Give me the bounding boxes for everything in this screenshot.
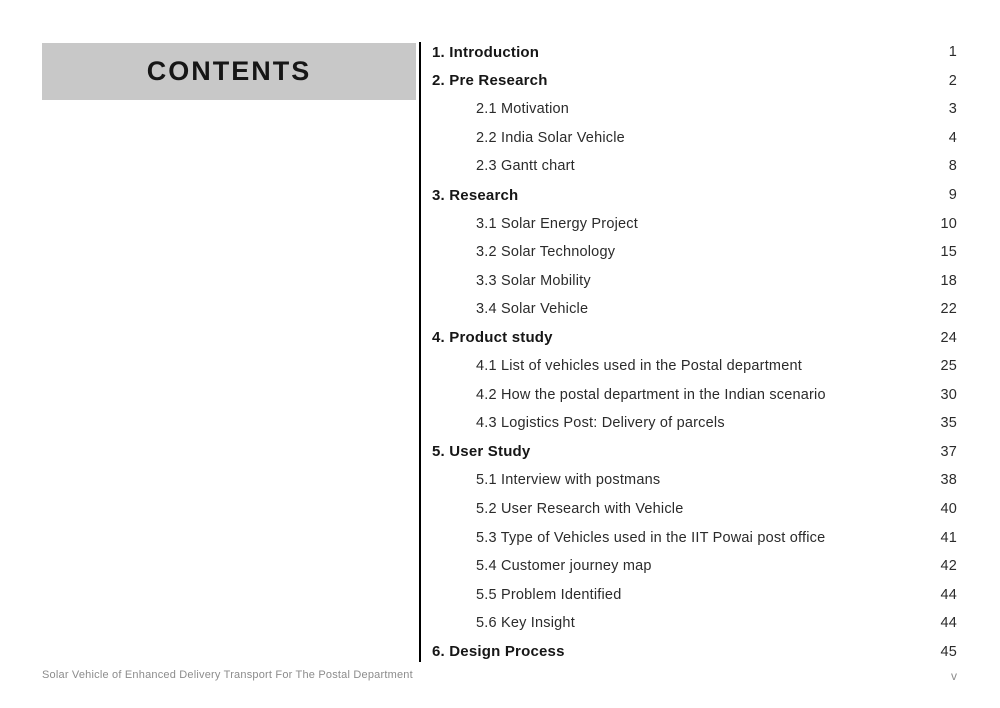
toc-entry-label: 5.6 Key Insight: [476, 615, 575, 632]
toc-entry-label: 6. Design Process: [432, 643, 565, 661]
toc-entry-page-number: 2: [948, 72, 957, 89]
toc-entry-page-number: 44: [940, 615, 957, 632]
toc-subsection-row: [432, 352, 957, 381]
toc-entry-label: 2.1 Motivation: [476, 101, 570, 118]
toc-entry-page-number: 1: [948, 44, 957, 61]
toc-entry-page-number: 41: [940, 529, 957, 546]
toc-entry-page-number: 4: [948, 129, 957, 146]
footer-document-title: Solar Vehicle of Enhanced Delivery Transport For The Postal Department: [42, 669, 413, 681]
toc-section-row: [432, 323, 957, 352]
footer-page-number: v: [951, 669, 957, 683]
toc-entry-page-number: 3: [948, 101, 957, 118]
toc-subsection-row: [432, 209, 957, 238]
toc-entry-page-number: 45: [940, 643, 957, 660]
toc-entry-page-number: 15: [940, 244, 957, 261]
toc-entry-label: 5.5 Problem Identified: [476, 586, 622, 603]
toc-subsection-row: [432, 124, 957, 153]
toc-entry-label: 3.4 Solar Vehicle: [476, 301, 589, 318]
toc-entry-page-number: 35: [940, 415, 957, 432]
toc-entry-label: 1. Introduction: [432, 43, 540, 61]
toc-entry-label: 5. User Study: [432, 443, 531, 461]
toc-entry-page-number: 9: [948, 187, 957, 203]
toc-subsection-row: [432, 609, 957, 638]
toc-entry-label: 2. Pre Research: [432, 72, 548, 90]
toc-entry-label: 3. Research: [432, 186, 519, 204]
toc-subsection-row: [432, 495, 957, 524]
toc-section-row: [432, 637, 957, 666]
toc-section-row: [432, 438, 957, 467]
toc-subsection-row: [432, 238, 957, 267]
toc-subsection-row: [432, 266, 957, 295]
toc-entry-label: 4. Product study: [432, 329, 553, 347]
toc-entry-label: 5.4 Customer journey map: [476, 558, 652, 575]
toc-entry-page-number: 42: [940, 558, 957, 575]
toc-entry-page-number: 37: [940, 443, 957, 460]
toc-entry-label: 2.2 India Solar Vehicle: [476, 129, 625, 146]
toc-entry-page-number: 44: [940, 586, 957, 603]
toc-entry-page-number: 10: [940, 215, 957, 232]
toc-entry-page-number: 22: [940, 301, 957, 318]
toc-section-row: [432, 181, 957, 210]
toc-subsection-row: [432, 295, 957, 324]
toc-entry-label: 5.2 User Research with Vehicle: [476, 501, 684, 518]
toc-entry-page-number: 8: [948, 158, 957, 175]
toc-subsection-row: [432, 552, 957, 581]
toc-list: [432, 38, 957, 666]
contents-header-box: [42, 43, 416, 100]
toc-section-row: [432, 38, 957, 67]
toc-entry-label: 3.2 Solar Technology: [476, 244, 616, 261]
toc-subsection-row: [432, 409, 957, 438]
toc-entry-label: 4.2 How the postal department in the Indian scenario: [476, 386, 826, 403]
toc-subsection-row: [432, 580, 957, 609]
toc-entry-label: 5.3 Type of Vehicles used in the IIT Powai post office: [476, 529, 826, 546]
toc-entry-page-number: 30: [940, 386, 957, 403]
toc-subsection-row: [432, 95, 957, 124]
toc-entry-page-number: 25: [940, 358, 957, 375]
page-title: CONTENTS: [146, 56, 312, 86]
toc-entry-label: 3.3 Solar Mobility: [476, 272, 591, 289]
toc-entry-label: 5.1 Interview with postmans: [476, 472, 661, 489]
toc-subsection-row: [432, 152, 957, 181]
vertical-divider: [419, 42, 421, 662]
toc-entry-label: 4.3 Logistics Post: Delivery of parcels: [476, 415, 725, 432]
toc-subsection-row: [432, 466, 957, 495]
toc-entry-label: 4.1 List of vehicles used in the Postal department: [476, 358, 802, 375]
toc-entry-label: 3.1 Solar Energy Project: [476, 215, 638, 232]
toc-entry-page-number: 24: [940, 329, 957, 346]
toc-entry-page-number: 18: [940, 272, 957, 289]
toc-entry-page-number: 40: [940, 501, 957, 518]
toc-subsection-row: [432, 523, 957, 552]
toc-section-row: [432, 67, 957, 96]
toc-entry-label: 2.3 Gantt chart: [476, 158, 575, 175]
toc-subsection-row: [432, 381, 957, 410]
toc-entry-page-number: 38: [940, 472, 957, 489]
